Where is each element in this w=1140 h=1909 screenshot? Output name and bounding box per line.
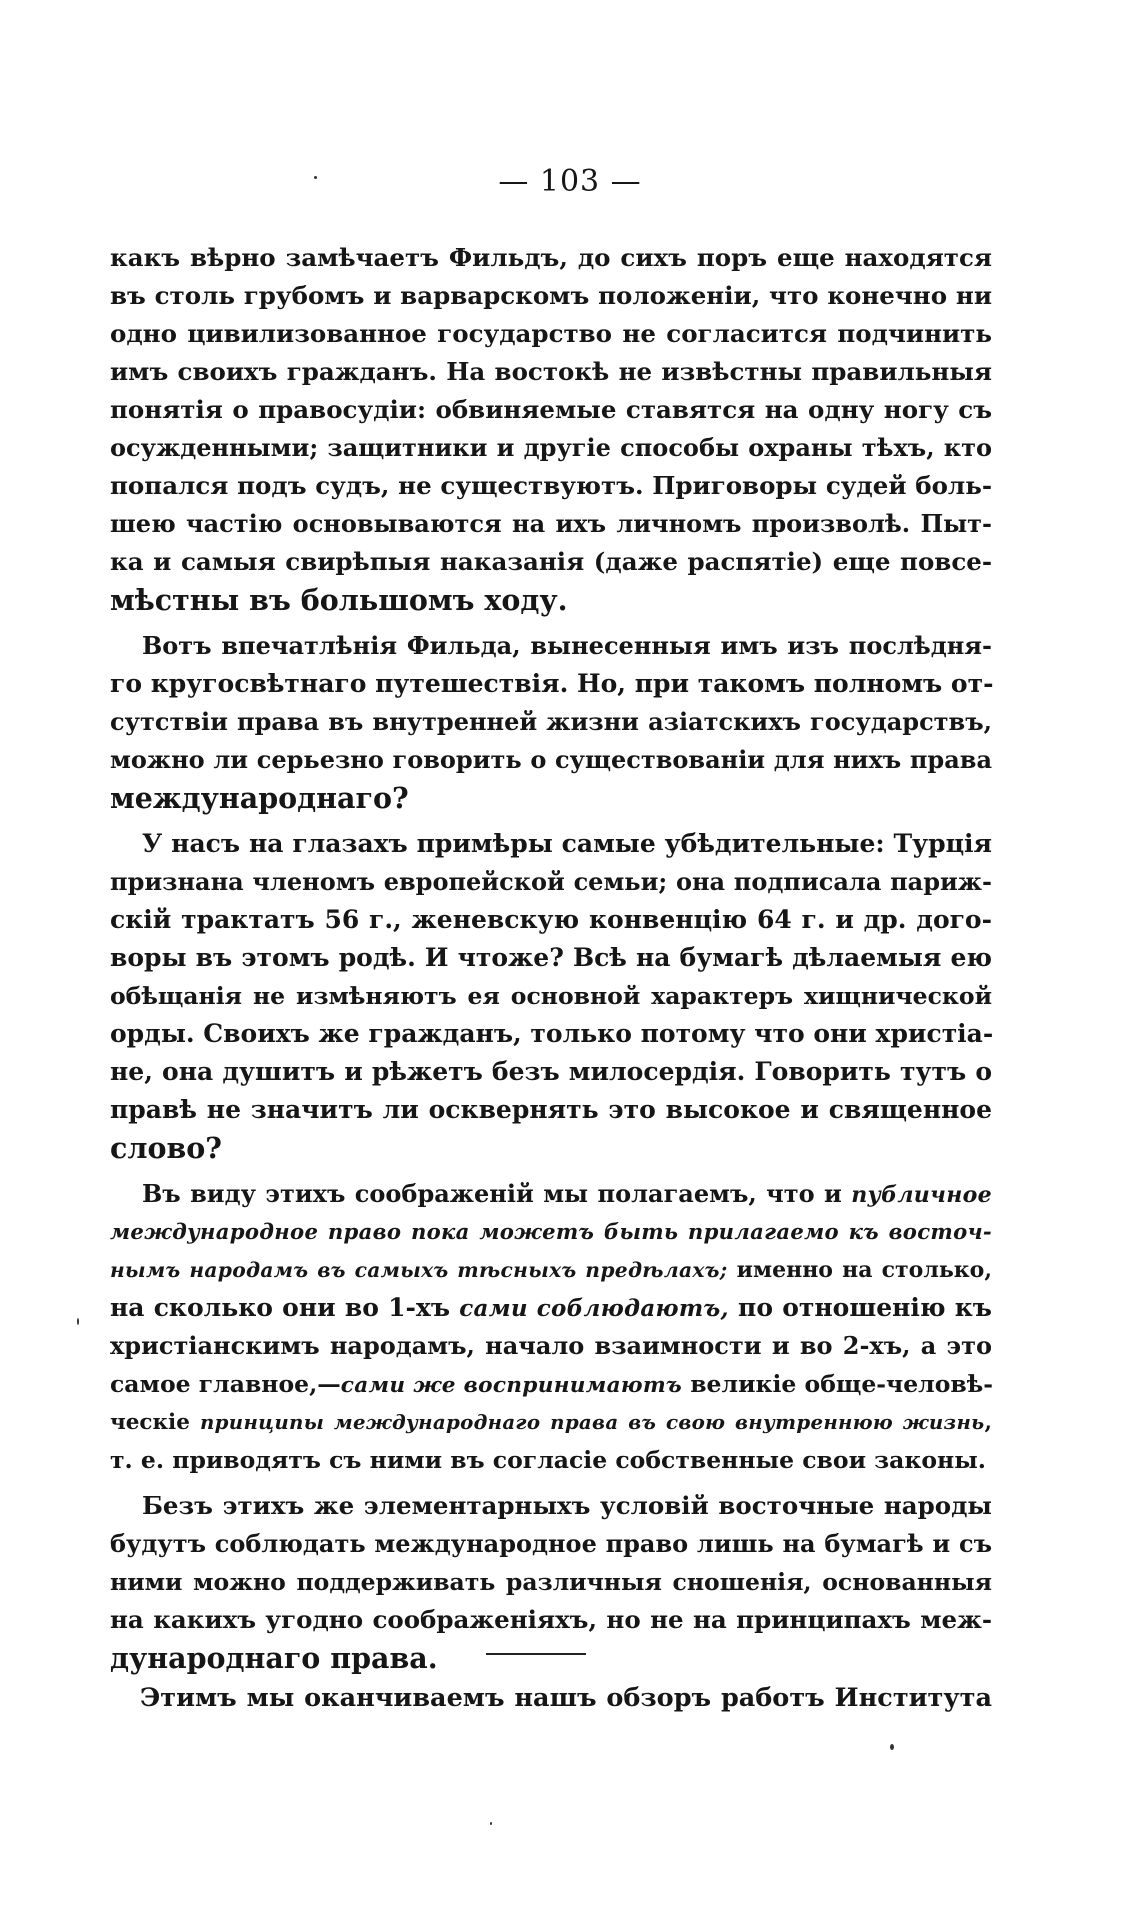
text-line: христiанскимъ народамъ, начало взаимности и во 2-хъ, а это bbox=[110, 1331, 992, 1360]
scan-speck bbox=[490, 1822, 492, 1825]
text-line: одно цивилизованное государство не согласится подчинить bbox=[110, 319, 992, 348]
paragraph bbox=[110, 1175, 992, 1479]
paragraph bbox=[110, 825, 992, 1167]
closing-line: Этимъ мы оканчиваемъ нашъ обзоръ работъ Института bbox=[140, 1683, 992, 1713]
emphasis: международное право пока можетъ быть прилагаемо къ восточ- bbox=[110, 1219, 992, 1244]
scan-speck bbox=[77, 1318, 79, 1325]
text-line: попался подъ судъ, не существуютъ. Приговоры судей боль- bbox=[110, 471, 992, 500]
paragraph bbox=[110, 1487, 992, 1677]
text-line: правѣ не значитъ ли осквернять это высокое и священное bbox=[110, 1095, 992, 1124]
text-line: имъ своихъ гражданъ. На востокѣ не извѣстны правильныя bbox=[110, 357, 992, 386]
emphasis: публичное bbox=[851, 1182, 992, 1208]
text-line: Въ виду этихъ соображенiй мы полагаемъ, что и публичное bbox=[142, 1179, 992, 1208]
text-line: т. е. приводятъ съ ними въ согласiе собственные свои законы. bbox=[110, 1446, 986, 1474]
text-line: можно ли серьезно говорить о существованiи для нихъ права bbox=[110, 745, 992, 774]
scan-speck bbox=[890, 1744, 894, 1750]
section-divider bbox=[486, 1653, 586, 1655]
text-line: воры въ этомъ родѣ. И чтоже? Всѣ на бумагѣ дѣлаемыя ею bbox=[110, 943, 992, 972]
text-line: сутствiи права въ внутренней жизни азiатскихъ государствъ, bbox=[110, 707, 992, 736]
emphasis: сами соблюдаютъ, bbox=[459, 1295, 729, 1322]
text-line: дународнаго права. bbox=[110, 1641, 438, 1675]
paragraph bbox=[110, 239, 992, 619]
text-line: слово? bbox=[110, 1131, 222, 1165]
text-line: шею частiю основываются на ихъ личномъ произволѣ. Пыт- bbox=[110, 509, 992, 538]
text-line: какъ вѣрно замѣчаетъ Фильдъ, до сихъ поръ еще находятся bbox=[110, 243, 992, 272]
text-line: мѣстны въ большомъ ходу. bbox=[110, 583, 568, 617]
text-line: осужденными; защитники и другiе способы охраны тѣхъ, кто bbox=[110, 433, 992, 462]
text-line: на сколько они во 1-хъ сами соблюдаютъ, по отношенiю къ bbox=[110, 1293, 992, 1322]
page-number: — 103 — bbox=[498, 164, 642, 199]
text-line: У насъ на глазахъ примѣры самые убѣдительные: Турцiя bbox=[142, 829, 992, 858]
text-line: въ столь грубомъ и варварскомъ положенiи, что конечно ни bbox=[110, 281, 992, 310]
text-line: Безъ этихъ же элементарныхъ условiй восточные народы bbox=[142, 1491, 992, 1520]
text-line bbox=[110, 1213, 992, 1251]
text-line: признана членомъ европейской семьи; она подписала париж- bbox=[110, 867, 992, 896]
text-line: ними можно поддерживать различныя сношенiя, основанныя bbox=[110, 1568, 992, 1596]
text-line: международнаго? bbox=[110, 781, 409, 815]
text-line: скiй трактатъ 56 г., женевскую конвенцiю 64 г. и др. дого- bbox=[110, 905, 992, 934]
emphasis: нымъ народамъ въ самыхъ тѣсныхъ предѣлахъ; bbox=[110, 1258, 728, 1282]
text-line: будутъ соблюдать международное право лишь на бумагѣ и съ bbox=[110, 1529, 992, 1558]
text-line: ка и самыя свирѣпыя наказанiя (даже распятiе) еще повсе- bbox=[110, 547, 992, 576]
paragraph bbox=[110, 627, 992, 817]
text-line: Вотъ впечатлѣнiя Фильда, вынесенныя имъ изъ послѣдня- bbox=[142, 631, 992, 660]
text-line: нымъ народамъ въ самыхъ тѣсныхъ предѣлахъ; именно на столько, bbox=[110, 1257, 992, 1283]
scan-speck bbox=[314, 176, 317, 179]
emphasis: принципы международнаго права въ свою внутреннюю жизнь bbox=[200, 1410, 985, 1434]
body-text bbox=[110, 239, 992, 1677]
text-line: на какихъ угодно соображенiяхъ, но не на принципахъ меж- bbox=[110, 1605, 992, 1634]
text-line: не, она душитъ и рѣжетъ безъ милосердiя. Говорить тутъ о bbox=[110, 1057, 992, 1086]
text-line: самое главное,—сами же воспринимаютъ великiе обще-человѣ- bbox=[110, 1370, 994, 1398]
text-line: ческiе принципы международнаго права въ свою внутреннюю жизнь, bbox=[110, 1410, 992, 1435]
text-line: обѣщанiя не измѣняютъ ея основной характеръ хищнической bbox=[110, 982, 992, 1010]
text-line: орды. Своихъ же гражданъ, только потому что они христiа- bbox=[110, 1019, 994, 1048]
emphasis: сами же воспринимаютъ bbox=[340, 1373, 683, 1398]
text-line: го кругосвѣтнаго путешествiя. Но, при такомъ полномъ от- bbox=[110, 669, 994, 698]
text-line: понятiя о правосудiи: обвиняемые ставятся на одну ногу съ bbox=[110, 395, 992, 424]
